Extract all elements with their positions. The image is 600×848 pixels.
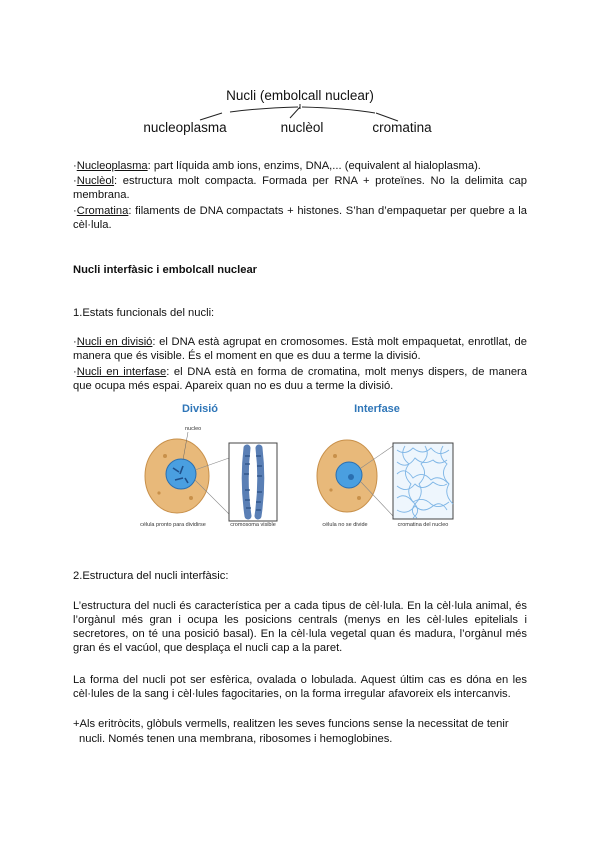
figure-title-divisio: Divisió [181,403,219,415]
diagram-child-nucleoplasma: nucleoplasma [143,120,227,135]
caption-left-cell: célula pronto para dividirse [140,522,206,528]
diagram-child-nucleol: nuclèol [280,120,324,135]
paragraph-forma: La forma del nucli pot ser esfèrica, ovalada o lobulada. Aquest últim cas es dóna en les cèl·lules de la sang i cèl·lules fagocitaries, on la forma irregular afavoreix els intercanvis. [73,674,527,700]
diagram-child-cromatina: cromatina [372,120,432,135]
diagram-branch-left [200,113,222,120]
caption-left-box: cromosoma visible [230,522,276,528]
section-title: Nucli interfàsic i embolcall nuclear [73,264,258,276]
division-interphase-figure [135,398,465,540]
component-nucleol: ·Nuclèol: estructura molt compacta. Formada per RNA + proteïnes. No la delimita cap membrana. [73,175,527,201]
diagram-connector [230,104,375,118]
state-interfase: ·Nucli en interfase: el DNA està en forma de cromatina, molt menys dispers, de manera que ocupa més espai. Apareix quan no es duu a terme la divisió. [73,366,527,392]
chromatin-box [393,443,453,519]
term-nucleol: Nuclèol [76,175,115,187]
caption-right-cell: célula no se divide [322,522,368,528]
component-cromatina: ·Cromatina: filaments de DNA compactats + histones. S’han d’empaquetar per quebre a la cèl·lula. [73,205,527,231]
component-nucleoplasma: ·Nucleoplasma: part líquida amb ions, enzims, DNA,... (equivalent al hialoplasma). [73,160,481,172]
paragraph-eritrocits-line1: +Als eritròcits, glòbuls vermells, realitzen les seves funcions sense la necessitat de tenir [73,718,509,730]
subheading-estats: 1.Estats funcionals del nucli: [73,307,215,319]
interphase-cell-illustration [317,440,393,516]
term-cromatina: Cromatina [76,205,129,217]
figure-title-interfase: Interfase [354,403,400,415]
dividing-cell-illustration [145,439,229,514]
state-divisio: ·Nucli en divisió: el DNA està agrupat en cromosomes. Està molt empaquetat, enrotllat, de manera que és visible. És el moment en que es duu a terme la divisió. [73,336,527,362]
term-nucli-interfase: Nucli en interfase [76,366,167,378]
chromosome-box [229,443,277,521]
caption-right-box: cromatina del nucleo [397,522,449,528]
subheading-estructura: 2.Estructura del nucli interfàsic: [73,570,229,582]
term-nucli-divisio: Nucli en divisió [76,336,153,348]
paragraph-estructura: L’estructura del nucli és característica per a cada tipus de cèl·lula. En la cèl·lula animal, és l’orgànul més gran i ocupa les posicions centrals (menys en les cèl·lules epitelials i secretores, on té una posició basal). En la cèl·lula vegetal quan és madura, l’orgànul més gran és el vacúol, que desplaça el nucli cap a la paret. [73,600,527,654]
nucleus-component-diagram [130,80,450,140]
diagram-root: Nucli (embolcall nuclear) [226,88,374,103]
figure-nucleus-label: nucleo [185,426,202,432]
term-nucleoplasma: Nucleoplasma [76,160,148,172]
paragraph-eritrocits-line2: nucli. Només tenen una membrana, ribosomes i hemoglobines. [79,733,393,745]
